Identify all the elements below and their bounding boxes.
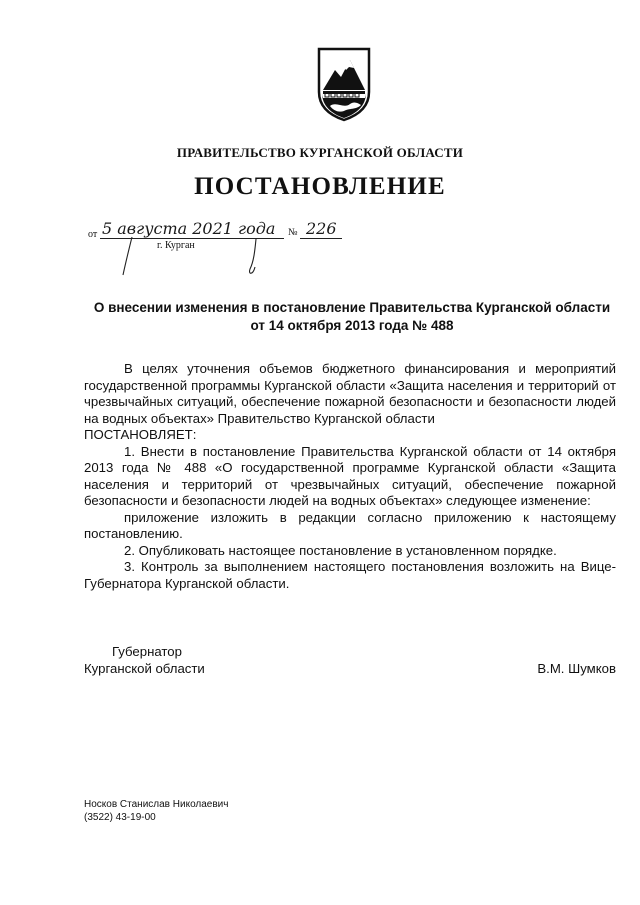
coat-of-arms-icon: [316, 46, 372, 122]
item-2-paragraph: 2. Опубликовать настоящее постановление в установленном порядке.: [124, 542, 557, 558]
number-handwritten: 226: [306, 219, 337, 238]
signature-stroke-right: [246, 237, 260, 277]
decree-word: ПОСТАНОВЛЯЕТ:: [84, 427, 197, 442]
subject-line-2: от 14 октября 2013 года № 488: [250, 318, 454, 333]
executor-name: Носков Станислав Николаевич: [84, 799, 229, 810]
from-label: от: [88, 229, 98, 240]
document-subject: [84, 299, 620, 335]
signature-stroke-left: [120, 235, 134, 277]
item-1-change-paragraph: приложение изложить в редакции согласно приложению к настоящему постановлению.: [84, 509, 616, 541]
document-body: [84, 361, 616, 592]
signatory-position-line-1: Губернатор: [112, 644, 182, 659]
city-label: г. Курган: [157, 240, 195, 251]
item-3-paragraph: 3. Контроль за выполнением настоящего постановления возложить на Вице-Губернатора Курганской области.: [84, 559, 616, 591]
signatory-position-line-2: Курганской области: [84, 661, 205, 676]
signature-block: [84, 643, 616, 677]
date-handwritten: 5 августа 2021 года: [102, 219, 276, 238]
subject-line-1: О внесении изменения в постановление Правительства Курганской области: [93, 300, 611, 315]
government-title: ПРАВИТЕЛЬСТВО КУРГАНСКОЙ ОБЛАСТИ: [176, 145, 464, 160]
item-1-paragraph: 1. Внести в постановление Правительства Курганской области от 14 октября 2013 года № 488 «О государственной программе Курганской области «Защита населения и территорий от чрезвычайных ситуаций, обеспечение пожарной безопасности и безопасности людей на водных объектах» следующее изменение:: [84, 443, 616, 508]
executor-phone: (3522) 43-19-00: [84, 812, 156, 823]
document-type-title: ПОСТАНОВЛЕНИЕ: [194, 173, 446, 200]
date-number-line: [0, 221, 640, 281]
executor-info: [84, 798, 228, 824]
signatory-name: В.М. Шумков: [537, 661, 616, 676]
number-label: №: [288, 227, 298, 238]
intro-paragraph: В целях уточнения объемов бюджетного финансирования и мероприятий государственной программы Курганской области «Защита населения и территорий от чрезвычайных ситуаций, обеспечение пожарной безопасности и безопасности людей на водных объектах» Правительство Курганской области: [84, 361, 616, 426]
number-underline: [300, 238, 342, 239]
